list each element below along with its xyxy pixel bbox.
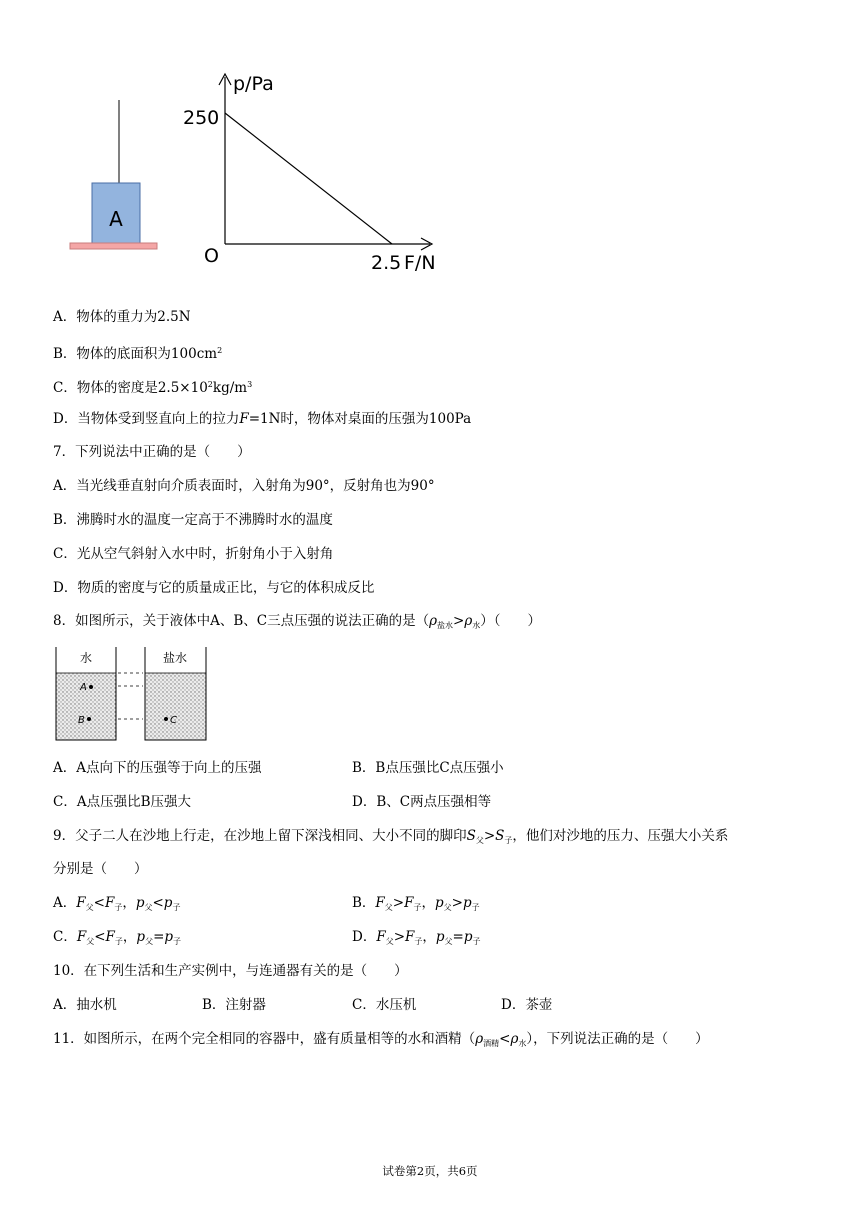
q9-b-f1-sub: 父 <box>384 903 393 912</box>
q9-s-son: S <box>495 828 505 844</box>
q6-option-a: A．物体的重力为2.5N <box>53 309 191 325</box>
q9-a-p2: p <box>163 895 173 911</box>
q9-a-comma: ， <box>122 895 136 911</box>
q9-stem <box>53 827 728 850</box>
point-b-label: B <box>78 715 85 726</box>
q6-option-c-sup: 2 <box>207 380 213 389</box>
q9-d-f1-sub: 父 <box>385 937 394 946</box>
q9-c-rel2: = <box>153 929 165 945</box>
q9-a-f2-sub: 子 <box>114 903 123 912</box>
q9-sub-father: 父 <box>475 836 484 845</box>
water-label: 水 <box>79 651 93 665</box>
q9-option-b <box>352 894 480 917</box>
q9-gt: > <box>483 828 496 844</box>
q6-option-c-sup2: 3 <box>247 380 253 389</box>
pressure-force-line <box>225 113 392 244</box>
q10-option-d: D．茶壶 <box>501 997 553 1013</box>
q8-rho-water: ρ <box>464 613 473 629</box>
point-c <box>164 717 168 721</box>
salt-water-label: 盐水 <box>162 651 188 665</box>
q9-b-p1-sub: 父 <box>443 903 452 912</box>
q8-rho-salt: ρ <box>429 613 438 629</box>
q8-stem <box>53 612 541 635</box>
q11-lt: < <box>499 1031 511 1047</box>
q8-gt: > <box>453 613 465 629</box>
q9-stem-line2: 分别是（ ） <box>53 861 148 877</box>
q9-a-p2-sub: 子 <box>172 903 181 912</box>
q8-option-c: C．A点压强比B压强大 <box>53 794 191 810</box>
q6-option-b-text: B．物体的底面积为100cm <box>53 346 218 362</box>
q9-d-p2-sub: 子 <box>472 937 481 946</box>
q9-option-d-label: D． <box>352 929 377 945</box>
point-c-label: C <box>170 715 177 726</box>
q9-b-p2-sub: 子 <box>471 903 480 912</box>
q11-stem-text: 11．如图所示，在两个完全相同的容器中，盛有质量相等的水和酒精（ <box>53 1031 476 1047</box>
q9-c-comma: ， <box>122 929 137 945</box>
q9-d-p1: p <box>435 929 445 945</box>
q9-b-f2: F <box>404 895 414 911</box>
q7-option-b: B．沸腾时水的温度一定高于不沸腾时水的温度 <box>53 512 333 528</box>
q9-c-p1: p <box>136 929 146 945</box>
q9-sub-son: 子 <box>504 836 513 845</box>
q6-option-c-unit: kg/m <box>212 380 248 396</box>
page-footer: 试卷第2页，共6页 <box>382 1164 478 1178</box>
q8-stem-suffix: ）（ ） <box>480 613 542 629</box>
q11-stem <box>53 1030 709 1053</box>
q9-b-rel2: > <box>451 895 463 911</box>
q7-stem: 7．下列说法中正确的是（ ） <box>53 444 251 460</box>
q6-option-d-text: D．当物体受到竖直向上的拉力 <box>53 411 240 427</box>
q6-option-c <box>53 376 252 397</box>
q9-a-p1: p <box>135 895 145 911</box>
q11-sub-alcohol: 酒精 <box>483 1039 500 1048</box>
q9-c-p1-sub: 父 <box>145 937 154 946</box>
q9-option-b-label: B． <box>352 895 376 911</box>
q8-option-b: B．B点压强比C点压强小 <box>352 760 504 776</box>
x-axis-label: F/N <box>404 252 436 274</box>
q11-sub-water: 水 <box>518 1039 527 1048</box>
q9-option-d <box>352 928 481 951</box>
q9-b-p2: p <box>462 895 472 911</box>
block-pressure-figure <box>0 0 470 290</box>
q7-option-c: C．光从空气斜射入水中时，折射角小于入射角 <box>53 546 334 562</box>
q9-option-c-label: C． <box>53 929 77 945</box>
q6-option-d <box>53 410 471 428</box>
q9-b-rel1: > <box>392 895 405 911</box>
q9-d-f1: F <box>376 929 386 945</box>
q9-a-f1-sub: 父 <box>85 903 94 912</box>
q10-option-b: B．注射器 <box>202 997 266 1013</box>
q9-a-f1: F <box>76 895 86 911</box>
q7-option-d: D．物质的密度与它的质量成正比，与它的体积成反比 <box>53 580 375 596</box>
q9-a-p1-sub: 父 <box>144 903 153 912</box>
point-b <box>87 717 91 721</box>
q9-option-a-label: A． <box>53 895 77 911</box>
q11-rho-water: ρ <box>510 1031 519 1047</box>
q8-option-a: A．A点向下的压强等于向上的压强 <box>53 760 262 776</box>
q6-option-c-text: C．物体的密度是2.5×10 <box>53 380 208 396</box>
q6-option-d-var: F <box>239 411 249 427</box>
q9-b-p1: p <box>434 895 444 911</box>
y-axis-label: p/Pa <box>233 73 274 95</box>
point-a <box>89 685 93 689</box>
q9-d-f2-sub: 子 <box>414 937 423 946</box>
table-surface <box>70 243 157 249</box>
q8-option-d: D．B、C两点压强相等 <box>352 794 492 810</box>
block-a-label: A <box>109 207 123 231</box>
x-intercept-label: 2.5 <box>371 252 402 274</box>
q9-option-c <box>53 928 181 951</box>
q9-c-rel1: < <box>94 929 106 945</box>
q9-d-p2: p <box>463 929 473 945</box>
q9-c-f2-sub: 子 <box>114 937 123 946</box>
q10-stem: 10．在下列生活和生产实例中，与连通器有关的是（ ） <box>53 963 408 979</box>
q9-d-p1-sub: 父 <box>444 937 453 946</box>
q9-option-a <box>53 894 180 917</box>
liquid-containers-figure <box>50 643 220 743</box>
q9-d-rel2: = <box>452 929 464 945</box>
q8-sub-water: 水 <box>472 621 481 630</box>
q9-c-f1: F <box>76 929 87 945</box>
q9-c-p2-sub: 子 <box>173 937 182 946</box>
origin-label: O <box>204 245 219 267</box>
q11-stem-suffix: ），下列说法正确的是（ ） <box>526 1031 709 1047</box>
q9-a-rel1: < <box>93 895 105 911</box>
point-a-label: A <box>80 682 87 693</box>
q9-a-rel2: < <box>152 895 164 911</box>
q10-option-a: A．抽水机 <box>53 997 117 1013</box>
q9-c-p2: p <box>164 929 174 945</box>
q6-option-b-sup: 2 <box>217 346 223 355</box>
q7-option-a: A．当光线垂直射向介质表面时，入射角为90°，反射角也为90° <box>53 478 435 494</box>
q9-b-f1: F <box>375 895 385 911</box>
q9-d-f2: F <box>405 929 415 945</box>
q9-d-rel1: > <box>393 929 406 945</box>
q9-b-comma: ， <box>421 895 435 911</box>
q9-stem-suffix: ，他们对沙地的压力、压强大小关系 <box>512 828 729 844</box>
q8-sub-salt: 盐水 <box>437 621 454 630</box>
q9-d-comma: ， <box>422 929 436 945</box>
salt-water-liquid <box>145 673 206 740</box>
q10-option-c: C．水压机 <box>352 997 417 1013</box>
q9-stem-text: 9．父子二人在沙地上行走，在沙地上留下深浅相同、大小不同的脚印 <box>53 828 467 844</box>
q6-option-d-suffix: =1N时，物体对桌面的压强为100Pa <box>248 411 472 427</box>
q9-c-f1-sub: 父 <box>86 937 95 946</box>
y-intercept-label: 250 <box>183 107 220 129</box>
q8-stem-text: 8．如图所示，关于液体中A、B、C三点压强的说法正确的是（ <box>53 613 430 629</box>
q9-s-father: S <box>466 828 476 844</box>
q6-option-b <box>53 342 222 363</box>
q9-a-f2: F <box>104 895 115 911</box>
q11-rho-alcohol: ρ <box>475 1031 484 1047</box>
q9-b-f2-sub: 子 <box>413 903 422 912</box>
q9-c-f2: F <box>105 929 115 945</box>
